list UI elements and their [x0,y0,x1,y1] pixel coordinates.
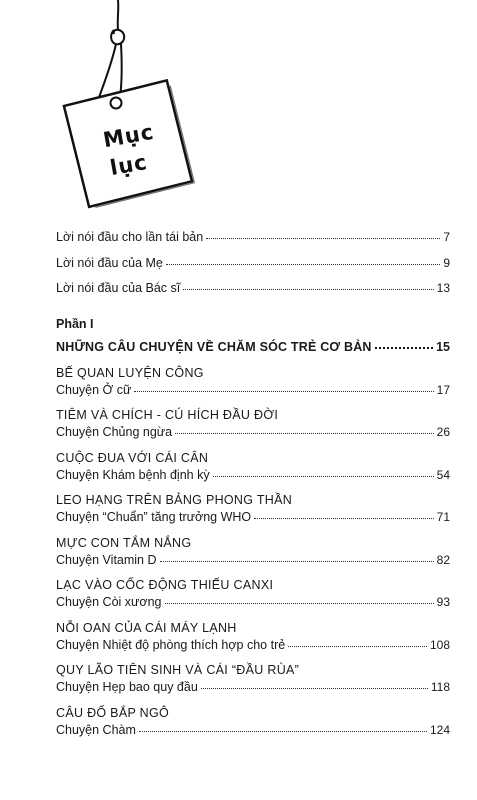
toc-entry[interactable] [56,724,450,737]
chapter-block [56,663,450,694]
entry-page: 124 [429,722,450,737]
toc-entry[interactable] [56,469,450,482]
chapter-block [56,408,450,439]
toc-entry[interactable] [56,426,450,439]
chapter-heading: TIÊM VÀ CHÍCH - CÚ HÍCH ĐẦU ĐỜI [56,408,279,422]
part-title: NHỮNG CÂU CHUYỆN VỀ CHĂM SÓC TRẺ CƠ BẢN [56,339,372,354]
tag-title-line2: lục [108,149,150,181]
chapter-block [56,578,450,609]
part-label: Phần I [56,316,94,331]
chapter-block [56,706,450,737]
chapter-block [56,366,450,397]
dot-leader [139,731,427,732]
toc-entry[interactable] [56,596,450,609]
entry-page: 118 [430,680,450,694]
dot-leader [134,391,433,392]
chapter-heading: MỰC CON TẮM NẮNG [56,535,192,550]
entry-title: Chuyện Ở cữ [56,382,132,397]
toc-entry[interactable] [56,511,450,524]
entry-title: Chuyện Nhiệt độ phòng thích hợp cho trẻ [56,637,286,652]
hanging-tag-illustration [0,0,477,220]
dot-leader [206,238,440,239]
toc-entry[interactable] [56,257,450,270]
entry-title: Chuyện Còi xương [56,595,162,609]
chapter-heading: NỖI OAN CỦA CÁI MÁY LẠNH [56,620,237,635]
entry-page: 108 [429,637,450,652]
chapter-block [56,536,450,567]
dot-leader [288,646,427,647]
toc-entry[interactable] [56,639,450,652]
part-page: 15 [436,339,450,354]
chapter-heading: BẾ QUAN LUYỆN CÔNG [56,365,204,380]
entry-title: Lời nói đầu cho lần tái bản [56,230,204,244]
dot-leader [175,433,434,434]
entry-page: 7 [443,230,450,244]
dot-leader [375,347,433,349]
part-title-entry[interactable] [56,340,450,354]
toc-entry[interactable] [56,681,450,694]
chapter-heading: LẠC VÀO CỐC ĐỘNG THIẾU CANXI [56,578,274,592]
entry-page: 54 [436,467,450,482]
entry-title: Chuyện Vitamin D [56,552,157,567]
table-of-contents [56,231,450,736]
chapter-heading: CÂU ĐỐ BẮP NGÔ [56,705,170,720]
entry-page: 17 [436,382,450,397]
entry-title: Chuyện Chàm [56,722,136,737]
entry-page: 26 [436,425,450,439]
entry-page: 9 [443,255,450,270]
entry-page: 82 [436,552,450,567]
entry-title: Chuyện “Chuẩn” tăng trưởng WHO [56,510,252,524]
dot-leader [165,603,434,604]
entry-page: 93 [436,595,450,609]
dot-leader [166,264,440,265]
entry-title: Lời nói đầu của Bác sĩ [56,281,181,295]
entry-title: Chuyện Chủng ngừa [56,425,173,439]
toc-entry[interactable] [56,384,450,397]
toc-entry[interactable] [56,282,450,295]
chapter-heading: CUỘC ĐUA VỚI CÁI CÂN [56,450,209,465]
toc-entry[interactable] [56,231,450,244]
entry-title: Chuyện Hẹp bao quy đầu [56,680,198,694]
dot-leader [160,561,434,562]
entry-page: 13 [436,281,450,295]
dot-leader [183,289,433,290]
chapter-heading: LEO HẠNG TRÊN BẢNG PHONG THẦN [56,493,293,507]
tag-title-line1: Mục [101,119,156,153]
chapter-heading: QUY LÃO TIÊN SINH VÀ CÁI “ĐẦU RÙA” [56,663,300,677]
dot-leader [213,476,434,477]
dot-leader [201,688,428,689]
toc-entry[interactable] [56,554,450,567]
chapter-block [56,493,450,524]
chapter-block [56,451,450,482]
dot-leader [254,518,434,519]
entry-title: Lời nói đầu của Mẹ [56,255,163,270]
entry-title: Chuyện Khám bệnh định kỳ [56,467,210,482]
entry-page: 71 [436,510,450,524]
chapter-block [56,621,450,652]
